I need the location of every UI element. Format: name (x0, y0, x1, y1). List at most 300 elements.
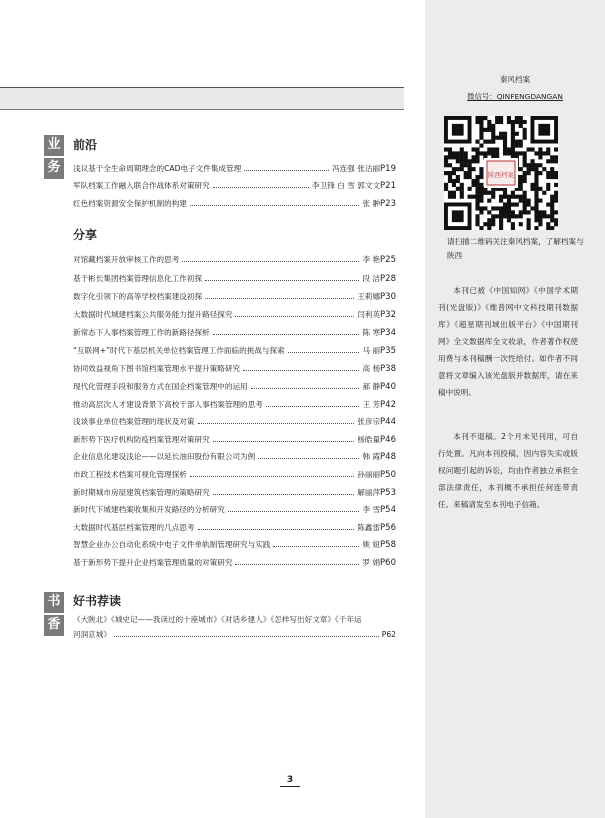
qr-module (550, 199, 554, 203)
qr-module (452, 167, 456, 171)
qr-module (503, 144, 507, 148)
qr-module (503, 147, 507, 151)
qr-module (546, 202, 550, 206)
qr-module (464, 155, 468, 159)
qr-module (448, 171, 452, 175)
qr-module (495, 151, 499, 155)
qr-module (491, 151, 495, 155)
qr-module (483, 116, 487, 120)
entry-title: 现代化管理手段和服务方式在国企档案管理中的运用 (73, 382, 248, 391)
qr-module (538, 218, 542, 222)
qr-module (472, 183, 476, 187)
qr-module (511, 226, 515, 230)
qr-module (472, 179, 476, 183)
qr-module (542, 151, 546, 155)
qr-module (534, 179, 538, 183)
qr-module (503, 132, 507, 136)
section-title-share: 分享 (73, 228, 98, 242)
entry-title: 大数据时代城建档案公共服务能力提升路径探究 (73, 310, 233, 319)
entry-title: 新时代下城建档案收集和开发路径的分析研究 (73, 505, 225, 514)
qr-module (519, 195, 523, 199)
qr-module (475, 214, 479, 218)
qr-module (550, 175, 554, 179)
qr-module (554, 183, 558, 187)
qr-module (538, 222, 542, 226)
qr-module (515, 202, 519, 206)
qr-module (479, 191, 483, 195)
toc-entry[interactable] (73, 486, 396, 500)
qr-module (491, 140, 495, 144)
qr-module (523, 155, 527, 159)
qr-module (456, 159, 460, 163)
toc-entry[interactable] (73, 450, 396, 464)
qr-module (554, 175, 558, 179)
qr-module (550, 155, 554, 159)
qr-module (487, 124, 491, 128)
qr-module (542, 210, 546, 214)
badge-char: 香 (44, 613, 64, 636)
qr-module (503, 140, 507, 144)
qr-module (507, 199, 511, 203)
entry-page: P46 (380, 435, 396, 445)
qr-code-graphic (444, 116, 558, 230)
qr-module (534, 206, 538, 210)
qr-module (475, 175, 479, 179)
qr-module (495, 116, 499, 120)
entry-author: 陈 寒 (362, 328, 381, 337)
qr-module (468, 159, 472, 163)
section-title-frontier: 前沿 (73, 138, 98, 152)
qr-module (472, 167, 476, 171)
qr-module (554, 199, 558, 203)
qr-module (456, 179, 460, 183)
toc-entry[interactable] (73, 556, 396, 570)
qr-module (475, 191, 479, 195)
qr-module (495, 147, 499, 151)
qr-module (546, 222, 550, 226)
qr-module (550, 210, 554, 214)
qr-module (534, 199, 538, 203)
entry-title: 智慧企业办公自动化系统中电子文件单轨制管理研究与实践 (73, 540, 271, 549)
entry-author: 李 艳 (362, 255, 381, 264)
qr-module (527, 171, 531, 175)
qr-module (495, 206, 499, 210)
entry-page: P54 (380, 505, 396, 515)
entry-title: “互联网+”时代下基层机关单位档案管理工作面临的挑战与探索 (73, 346, 285, 355)
qr-module (444, 183, 448, 187)
leader-dots (235, 308, 354, 317)
qr-module (503, 191, 507, 195)
qr-module (452, 179, 456, 183)
qr-module (554, 191, 558, 195)
qr-module (460, 167, 464, 171)
qr-module (538, 151, 542, 155)
qr-module (472, 147, 476, 151)
page-number: 3 (280, 775, 300, 787)
qr-module (523, 136, 527, 140)
qr-module (491, 206, 495, 210)
qr-module (472, 159, 476, 163)
qr-module (507, 218, 511, 222)
entry-page: P23 (380, 199, 396, 209)
qr-module (507, 202, 511, 206)
toc-entry[interactable] (73, 415, 396, 429)
qr-module (487, 120, 491, 124)
qr-module (464, 171, 468, 175)
qr-module (460, 163, 464, 167)
leader-dots (114, 628, 379, 637)
qr-module (523, 128, 527, 132)
entry-title: 对馆藏档案开放审核工作的思考 (73, 255, 180, 264)
book-line: 河润京城》 (73, 630, 111, 639)
entry-page: P25 (380, 255, 396, 265)
toc-entry[interactable] (73, 308, 396, 322)
entry-page: P28 (380, 274, 396, 284)
qr-module (468, 171, 472, 175)
entry-page: P60 (380, 558, 396, 568)
qr-module (487, 191, 491, 195)
qr-module (472, 155, 476, 159)
toc-entry[interactable] (73, 326, 396, 340)
qr-module (534, 187, 538, 191)
copyright-notice: 本刊已被《中国知网》《中国学术期刊(光盘版)》《维普网中文科技期刊数据库》《超星期刊域出版平台》《中国期刊网》全文数据库全文收录，作者著作权使用费与本刊稿酬一次性给付。如作者不同意将文章编入该光盘版并数据库，请在来稿中说明。 (438, 286, 578, 397)
qr-module (475, 179, 479, 183)
qr-module (527, 163, 531, 167)
badge-char: 书 (47, 594, 61, 609)
qr-module (554, 218, 558, 222)
qr-module (499, 222, 503, 226)
leader-dots (251, 380, 360, 389)
qr-module (479, 151, 483, 155)
qr-module (487, 151, 491, 155)
qr-module (503, 151, 507, 155)
qr-module (507, 210, 511, 214)
book-list-entry[interactable] (73, 612, 396, 642)
qr-module (534, 191, 538, 195)
entry-page: P30 (380, 292, 396, 302)
qr-module (519, 210, 523, 214)
qr-module (448, 191, 452, 195)
qr-module (468, 167, 472, 171)
qr-module (523, 132, 527, 136)
leader-dots (273, 538, 359, 547)
entry-page: P62 (381, 630, 396, 639)
qr-module (511, 210, 515, 214)
qr-module (499, 195, 503, 199)
entry-page: P32 (380, 310, 396, 320)
toc-entry[interactable] (73, 433, 396, 447)
qr-code[interactable] (444, 116, 558, 230)
leader-dots (190, 197, 360, 206)
entry-title: 大数据时代基层档案管理的几点思考 (73, 523, 195, 532)
entry-title: 基于新形势下提升企业档案管理质量的对策研究 (73, 558, 233, 567)
qr-module (491, 147, 495, 151)
qr-module (519, 124, 523, 128)
qr-module (487, 218, 491, 222)
qr-module (507, 116, 511, 120)
qr-module (468, 195, 472, 199)
qr-module (507, 206, 511, 210)
qr-module (523, 120, 527, 124)
qr-module (475, 140, 479, 144)
qr-module (475, 147, 479, 151)
toc-entry[interactable] (73, 272, 396, 286)
magazine-name: 秦风档案 (499, 75, 531, 84)
qr-module (515, 120, 519, 124)
qr-module (519, 116, 523, 120)
qr-module (460, 183, 464, 187)
qr-module (511, 202, 515, 206)
qr-module (523, 206, 527, 210)
entry-page: P42 (380, 400, 396, 410)
qr-module (519, 120, 523, 124)
qr-module (550, 195, 554, 199)
qr-module (546, 187, 550, 191)
qr-module (495, 214, 499, 218)
qr-module (550, 167, 554, 171)
qr-module (534, 163, 538, 167)
qr-module (515, 151, 519, 155)
qr-module (499, 226, 503, 230)
qr-module (511, 140, 515, 144)
leader-dots (228, 503, 360, 512)
toc-entry[interactable] (73, 468, 396, 482)
entry-author: 张 翀 (362, 199, 381, 208)
entry-author: 陈鑫雷 (357, 523, 381, 532)
qr-module (448, 155, 452, 159)
qr-module (519, 144, 523, 148)
entry-page: P19 (380, 164, 396, 174)
qr-module (468, 163, 472, 167)
entry-title: 新形势下医疗机构防疫档案管理对策研究 (73, 435, 210, 444)
leader-dots (213, 326, 360, 335)
qr-module (499, 120, 503, 124)
qr-module (530, 187, 534, 191)
qr-module (519, 222, 523, 226)
qr-module (546, 147, 550, 151)
toc-entry[interactable] (73, 538, 396, 552)
qr-module (530, 206, 534, 210)
qr-module (499, 206, 503, 210)
qr-module (515, 116, 519, 120)
qr-module (479, 124, 483, 128)
qr-module (546, 171, 550, 175)
qr-module (511, 120, 515, 124)
qr-module (550, 226, 554, 230)
qr-module (475, 116, 479, 120)
qr-module (499, 116, 503, 120)
qr-module (546, 151, 550, 155)
qr-module (534, 218, 538, 222)
entry-author: 冯连强 张沽丽 (332, 164, 381, 173)
entry-author: 王莉娜 (357, 292, 381, 301)
entry-title: 市政工程技术档案可视化管理探析 (73, 470, 187, 479)
leader-dots (213, 433, 355, 442)
qr-module (523, 159, 527, 163)
qr-module (550, 171, 554, 175)
book-line: 《大陕北》《城史记——我读过的十座城市》《对话乡建人》《怎样写出好文章》《千年运 (73, 615, 362, 624)
entry-title: 军队档案工作融入联合作战体系对策研究 (73, 181, 210, 190)
toc-entry[interactable] (73, 290, 396, 304)
qr-module (452, 195, 456, 199)
qr-module (542, 167, 546, 171)
qr-module (554, 147, 558, 151)
entry-author: 孙丽丽 (357, 470, 381, 479)
qr-module (499, 218, 503, 222)
qr-module (479, 226, 483, 230)
entry-author: 段 洁 (362, 274, 381, 283)
qr-module (479, 167, 483, 171)
leader-dots (258, 450, 359, 459)
qr-module (554, 159, 558, 163)
badge-char: 业 (47, 137, 61, 152)
leader-dots (190, 468, 354, 477)
qr-module (538, 163, 542, 167)
qr-module (452, 155, 456, 159)
qr-module (491, 218, 495, 222)
qr-logo-text: 陕西档案 (488, 171, 514, 179)
qr-module (527, 210, 531, 214)
qr-module (507, 147, 511, 151)
qr-module (444, 163, 448, 167)
qr-module (527, 202, 531, 206)
qr-module (511, 132, 515, 136)
toc-entry[interactable] (73, 344, 396, 358)
qr-module (511, 136, 515, 140)
qr-module (530, 167, 534, 171)
qr-module (460, 187, 464, 191)
qr-module (479, 120, 483, 124)
qr-module (511, 214, 515, 218)
qr-module (444, 155, 448, 159)
qr-module (511, 195, 515, 199)
toc-entry[interactable] (73, 503, 396, 517)
entry-title: 企业信息化建设浅论——以延长油田股份有限公司为例 (73, 452, 256, 461)
qr-module (475, 222, 479, 226)
entry-title: 新常态下人事档案管理工作的新路径探析 (73, 328, 210, 337)
qr-module (527, 199, 531, 203)
qr-module (511, 124, 515, 128)
qr-module (503, 214, 507, 218)
qr-module (534, 167, 538, 171)
qr-module (503, 195, 507, 199)
qr-module (448, 175, 452, 179)
qr-module (479, 128, 483, 132)
qr-module (515, 214, 519, 218)
qr-module (479, 136, 483, 140)
toc-entry[interactable] (73, 362, 396, 376)
qr-module (511, 144, 515, 148)
toc-entry[interactable] (73, 380, 396, 394)
qr-module (554, 210, 558, 214)
qr-module (491, 195, 495, 199)
qr-module (475, 120, 479, 124)
qr-module (495, 136, 499, 140)
qr-module (483, 222, 487, 226)
qr-module (491, 191, 495, 195)
toc-entry[interactable] (73, 253, 396, 267)
qr-module (456, 167, 460, 171)
toc-entry[interactable] (73, 521, 396, 535)
qr-module (479, 171, 483, 175)
qr-module (527, 222, 531, 226)
qr-module (491, 214, 495, 218)
qr-caption: 请扫描二维码关注秦风档案，了解档案与陕西 (447, 237, 584, 260)
entry-title: 新时期城市房屋建筑档案管理的策略研究 (73, 488, 210, 497)
toc-entry[interactable] (73, 398, 396, 412)
toc-entry[interactable] (73, 179, 396, 193)
qr-module (530, 147, 534, 151)
entry-author: 解丽萍 (357, 488, 381, 497)
qr-module (456, 187, 460, 191)
qr-module (527, 167, 531, 171)
qr-module (538, 171, 542, 175)
qr-module (479, 183, 483, 187)
qr-module (479, 187, 483, 191)
qr-module (479, 116, 483, 120)
toc-entry[interactable] (73, 197, 396, 211)
qr-module (523, 163, 527, 167)
qr-module (515, 140, 519, 144)
qr-module (503, 210, 507, 214)
qr-module (444, 171, 448, 175)
section-title-book-recommend: 好书荐读 (73, 594, 122, 608)
entry-author: 马 丽 (362, 346, 381, 355)
wechat-id[interactable]: 微信号：QINFENGDANGAN (467, 92, 563, 101)
qr-module (523, 195, 527, 199)
qr-module (475, 206, 479, 210)
entry-page: P50 (380, 470, 396, 480)
qr-finder (452, 210, 464, 222)
qr-module (550, 214, 554, 218)
qr-module (550, 202, 554, 206)
entry-title: 协同效益视角下图书馆档案管理水平提升策略研究 (73, 364, 241, 373)
qr-module (475, 195, 479, 199)
qr-module (519, 140, 523, 144)
qr-module (546, 159, 550, 163)
qr-module (475, 218, 479, 222)
qr-module (554, 222, 558, 226)
entry-page: P58 (380, 540, 396, 550)
header-band (0, 87, 404, 110)
qr-module (538, 210, 542, 214)
entry-page: P38 (380, 364, 396, 374)
entry-title: 数字化引领下的高等学校档案建设初探 (73, 292, 203, 301)
qr-module (460, 147, 464, 151)
qr-module (550, 218, 554, 222)
qr-module (487, 147, 491, 151)
qr-module (527, 226, 531, 230)
qr-module (479, 175, 483, 179)
qr-module (495, 120, 499, 124)
qr-module (479, 195, 483, 199)
qr-module (519, 214, 523, 218)
qr-module (499, 136, 503, 140)
toc-entry[interactable] (73, 162, 396, 176)
qr-module (499, 132, 503, 136)
qr-module (534, 195, 538, 199)
qr-module (444, 159, 448, 163)
entry-author: 李 雪 (362, 505, 381, 514)
qr-module (515, 195, 519, 199)
leader-dots (182, 253, 359, 262)
qr-module (456, 155, 460, 159)
qr-module (479, 132, 483, 136)
qr-module (479, 144, 483, 148)
qr-module (511, 147, 515, 151)
qr-module (448, 151, 452, 155)
qr-module (475, 159, 479, 163)
